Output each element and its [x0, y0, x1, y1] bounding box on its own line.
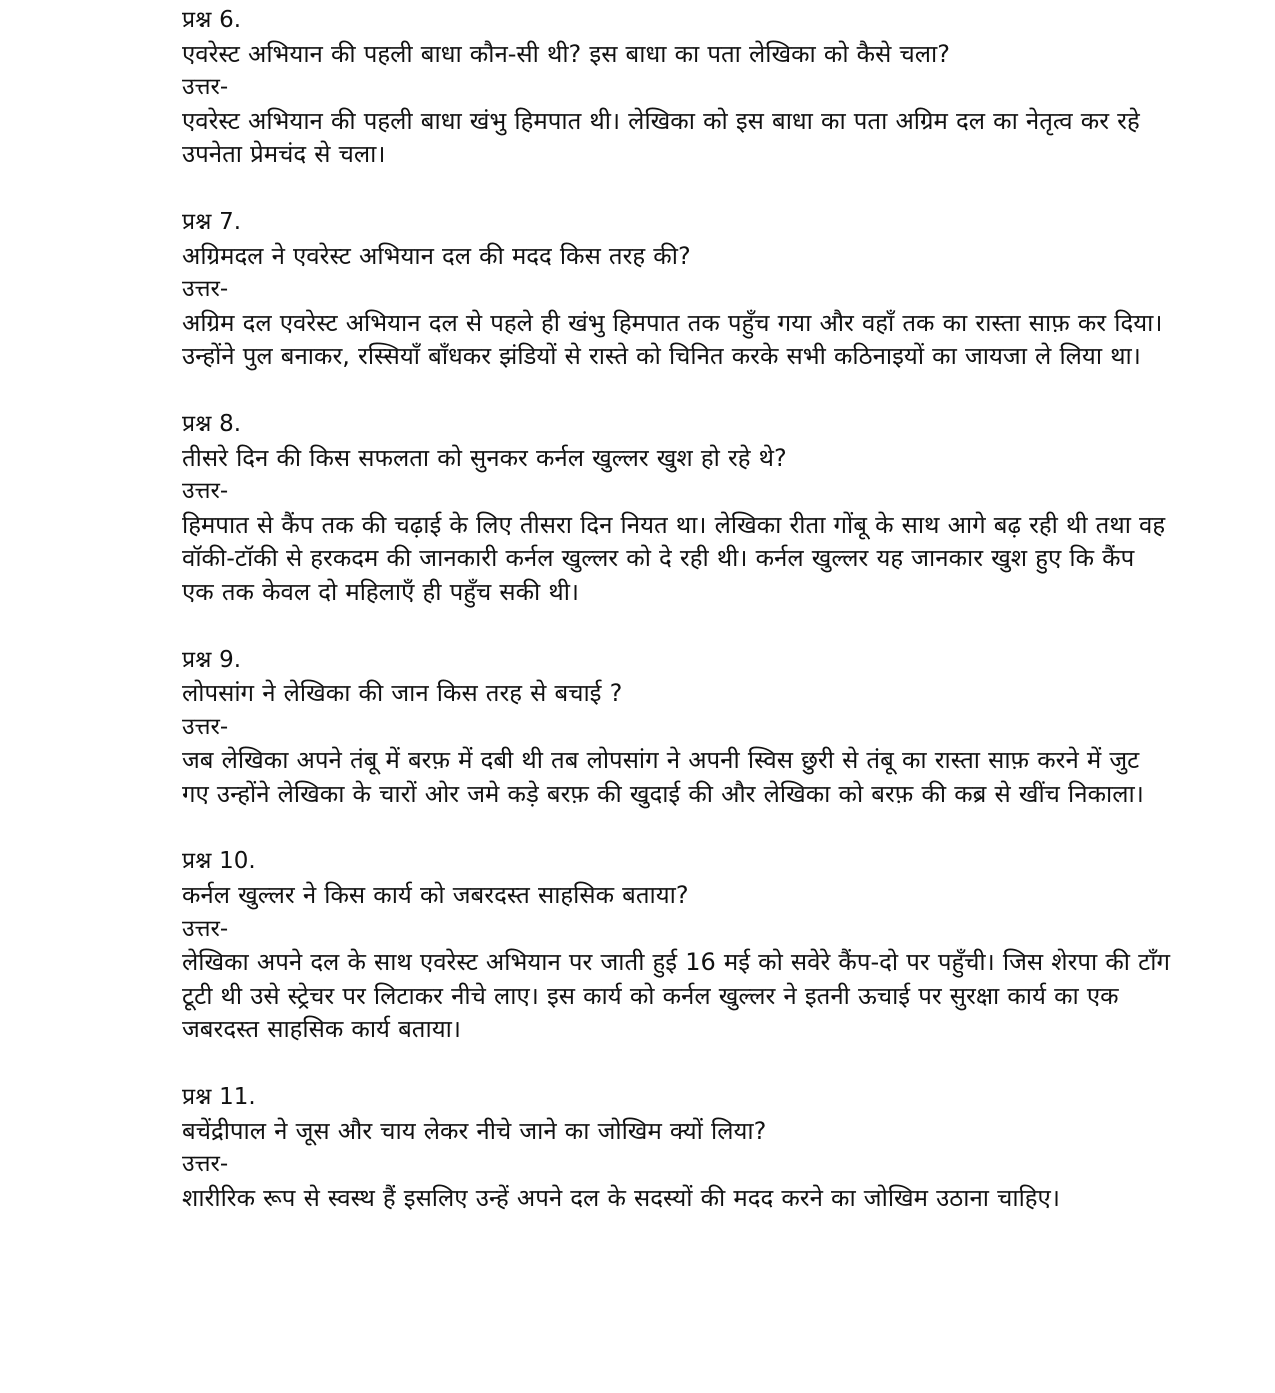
question-number: प्रश्न 8. — [182, 410, 242, 437]
qa-block-11 — [182, 1081, 1172, 1215]
answer-text: जब लेखिका अपने तंबू में बरफ़ में दबी थी तब लोपसांग ने अपनी स्विस छुरी से तंबू का रास्ता साफ़ करने में जुट गए उन्होंने लेखिका के चारों ओर जमे कड़े बरफ़ की खुदाई की और लेखिका को बरफ़ की कब्र से खींच निकाला। — [182, 746, 1144, 808]
document-page — [182, 4, 1172, 1249]
answer-label: उत्तर- — [182, 74, 229, 101]
answer-text: एवरेस्ट अभियान की पहली बाधा खंभु हिमपात थी। लेखिका को इस बाधा का पता अग्रिम दल का नेतृत्व कर रहे उपनेता प्रेमचंद से चला। — [182, 106, 1140, 169]
qa-block-8 — [182, 408, 1172, 610]
question-text: तीसरे दिन की किस सफलता को सुनकर कर्नल खुल्लर खुश हो रहे थे? — [182, 443, 787, 472]
question-text: एवरेस्ट अभियान की पहली बाधा कौन-सी थी? इस बाधा का पता लेखिका को कैसे चला? — [182, 39, 950, 68]
question-text: बचेंद्रीपाल ने जूस और चाय लेकर नीचे जाने का जोखिम क्यों लिया? — [182, 1116, 767, 1145]
qa-block-6 — [182, 4, 1172, 172]
answer-text: हिमपात से कैंप तक की चढ़ाई के लिए तीसरा दिन नियत था। लेखिका रीता गोंबू के साथ आगे बढ़ रही थी तथा वह वॉकी-टॉकी से हरकदम की जानकारी कर्नल खुल्लर को दे रही थी। कर्नल खुल्लर यह जानकार खुश हुए कि कैंप एक तक केवल दो महिलाएँ ही पहुँच सकी थी। — [182, 510, 1166, 606]
answer-label: उत्तर- — [182, 478, 229, 505]
answer-text: लेखिका अपने दल के साथ एवरेस्ट अभियान पर जाती हुई 16 मई को सवेरे कैंप-दो पर पहुँची। जिस शेरपा की टाँग टूटी थी उसे स्ट्रेचर पर लिटाकर नीचे लाए। इस कार्य को कर्नल खुल्लर ने इतनी ऊचाई पर सुरक्षा कार्य का एक जबरदस्त साहसिक कार्य बताया। — [182, 948, 1170, 1044]
question-text: लोपसांग ने लेखिका की जान किस तरह से बचाई ? — [182, 679, 623, 708]
question-text: कर्नल खुल्लर ने किस कार्य को जबरदस्त साहसिक बताया? — [182, 881, 689, 910]
answer-text: अग्रिम दल एवरेस्ट अभियान दल से पहले ही खंभु हिमपात तक पहुँच गया और वहाँ तक का रास्ता साफ़ कर दिया। उन्होंने पुल बनाकर, रस्सियाँ बाँधकर झंडियों से रास्ते को चिनित करके सभी कठिनाइयों का जायजा ले लिया था। — [182, 308, 1163, 371]
qa-block-9 — [182, 644, 1172, 812]
qa-block-10 — [182, 845, 1172, 1047]
question-text: अग्रिमदल ने एवरेस्ट अभियान दल की मदद किस तरह की? — [182, 241, 691, 270]
answer-text: शारीरिक रूप से स्वस्थ हैं इसलिए उन्हें अपने दल के सदस्यों की मदद करने का जोखिम उठाना चाहिए। — [182, 1183, 1060, 1212]
qa-block-7 — [182, 206, 1172, 374]
question-number: प्रश्न 10. — [182, 848, 256, 875]
answer-label: उत्तर- — [182, 915, 229, 942]
answer-label: उत्तर- — [182, 1151, 229, 1178]
question-number: प्रश्न 6. — [182, 7, 242, 33]
answer-label: उत्तर- — [182, 713, 229, 740]
answer-label: उत्तर- — [182, 276, 229, 303]
question-number: प्रश्न 9. — [182, 646, 242, 673]
question-number: प्रश्न 11. — [182, 1084, 256, 1111]
question-number: प्रश्न 7. — [182, 208, 242, 235]
